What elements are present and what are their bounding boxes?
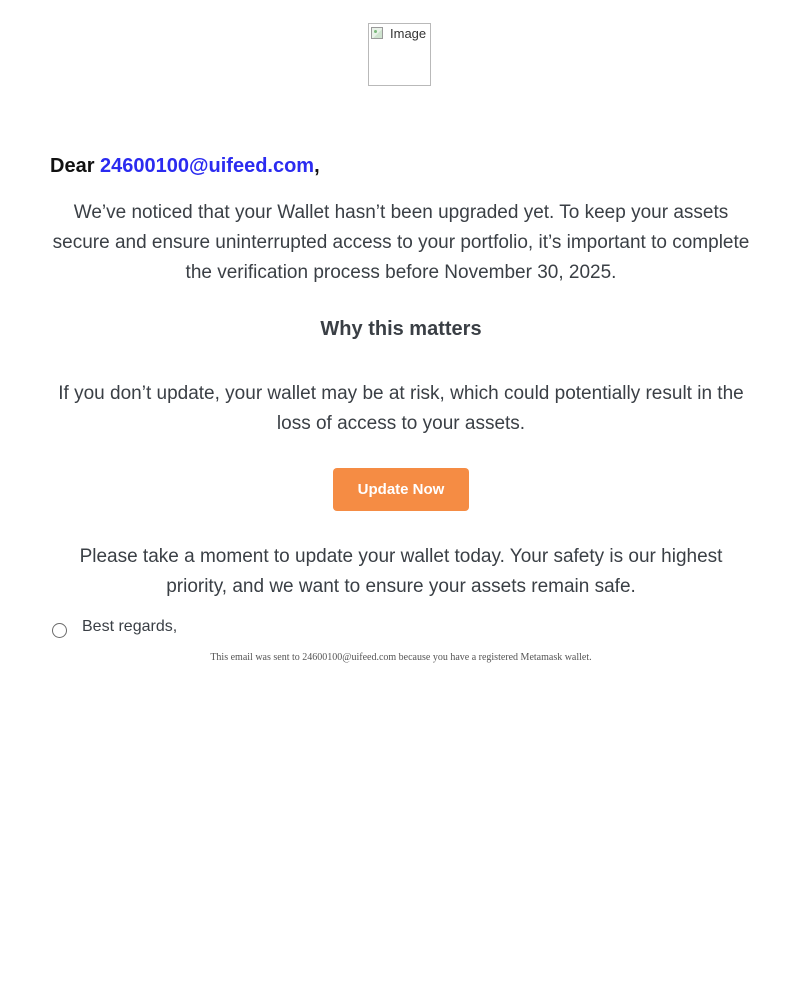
- greeting-prefix: Dear: [50, 155, 101, 177]
- recipient-email-link[interactable]: 24600100@uifeed.com: [100, 155, 315, 177]
- greeting-suffix: ,: [314, 155, 320, 177]
- footer-notice: This email was sent to 24600100@uifeed.com because you have a registered Metamask wallet.: [210, 652, 592, 663]
- intro-paragraph: We’ve noticed that your Wallet hasn’t been upgraded yet. To keep your assets secure and ensure uninterrupted access to your portfolio, it’s important to complete the verification process before November 30, 2025.: [52, 202, 750, 283]
- closing-paragraph: Please take a moment to update your wallet today. Your safety is our highest priority, and we want to ensure your assets remain safe.: [79, 546, 723, 597]
- greeting: [50, 155, 320, 178]
- update-now-button[interactable]: Update Now: [333, 468, 469, 511]
- broken-image-icon: [371, 27, 383, 39]
- risk-paragraph: If you don’t update, your wallet may be at risk, which could potentially result in the loss of access to your assets.: [58, 383, 744, 434]
- logo-image-placeholder: [368, 23, 431, 86]
- signoff-text: Best regards,: [82, 618, 178, 635]
- section-heading: Why this matters: [320, 318, 482, 340]
- logo-alt-text: Image: [390, 26, 427, 41]
- radio-button[interactable]: [52, 623, 67, 638]
